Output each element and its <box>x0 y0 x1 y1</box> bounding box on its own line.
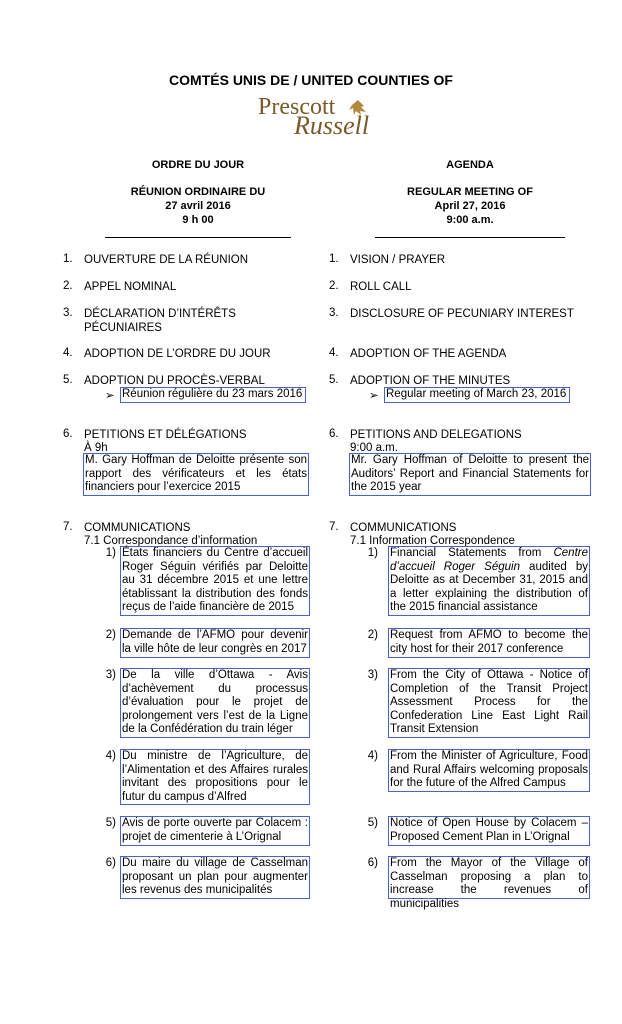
fr-item-4-title: ADOPTION DE L’ORDRE DU JOUR <box>84 348 271 360</box>
fr-item-3-line-2: PÉCUNIAIRES <box>84 322 162 334</box>
en-header-rule <box>375 237 565 238</box>
en-corr-2-link[interactable]: Request from AFMO to become the city host for their 2017 conference <box>388 628 590 658</box>
fr-item-7-number: 7. <box>63 521 73 533</box>
en-corr-1-text-a: Financial Statements from <box>390 547 554 559</box>
fr-corr-3-link[interactable]: De la ville d’Ottawa - Avis d’achèvement du processus d’évaluation pour le projet de prolongement vers l’est de la Ligne de la Confédération du train léger <box>120 668 310 738</box>
fr-corr-4-number: 4) <box>105 750 116 762</box>
svg-text:Prescott: Prescott <box>258 94 336 120</box>
fr-item-2-title: APPEL NOMINAL <box>84 281 177 293</box>
en-item-1-number: 1. <box>329 253 339 265</box>
fr-item-1-number: 1. <box>63 253 73 265</box>
fr-item-5-number: 5. <box>63 374 73 386</box>
en-header-time: 9:00 a.m. <box>446 214 494 226</box>
fr-item-6-number: 6. <box>63 428 73 440</box>
fr-header-rule <box>105 237 291 238</box>
en-item-2-number: 2. <box>329 280 339 292</box>
en-minutes-link[interactable]: Regular meeting of March 23, 2016 <box>384 387 570 403</box>
en-corr-5-number: 5) <box>367 817 378 829</box>
en-corr-3-link[interactable]: From the City of Ottawa - Notice of Completion of the Transit Project Assessment Process for the Confederation Line East Light Rail Transit Extension <box>388 668 590 738</box>
en-corr-4-number: 4) <box>367 750 378 762</box>
en-item-7-number: 7. <box>329 521 339 533</box>
en-header <box>375 158 565 227</box>
arrow-bullet-icon: ➢ <box>105 390 115 402</box>
fr-item-2-number: 2. <box>63 280 73 292</box>
en-corr-4-link[interactable]: From the Minister of Agriculture, Food and Rural Affairs welcoming proposals for the future of the Alfred Campus <box>388 749 590 792</box>
en-item-7-title: COMMUNICATIONS <box>350 522 457 534</box>
en-header-agenda: AGENDA <box>446 159 494 171</box>
en-header-meeting: REGULAR MEETING OF <box>407 186 533 198</box>
fr-item-5-title: ADOPTION DU PROCÈS-VERBAL <box>84 375 265 387</box>
en-delegation-link[interactable]: Mr. Gary Hoffman of Deloitte to present the Auditors’ Report and Financial Statements for the 2015 year <box>349 453 591 496</box>
fr-item-3-title <box>84 307 236 335</box>
en-item-6-time: 9:00 a.m. <box>350 442 398 454</box>
fr-item-4-number: 4. <box>63 347 73 359</box>
en-item-3-number: 3. <box>329 307 339 319</box>
en-corr-6-number: 6) <box>367 857 378 869</box>
fr-corr-1-number: 1) <box>105 547 116 559</box>
fr-corr-5-number: 5) <box>105 817 116 829</box>
en-item-1-title: VISION / PRAYER <box>350 254 446 266</box>
en-corr-1-text-b: audited by Deloitte as at December 31, 2015 and a letter explaining the distribution of the 2015 financial assistance <box>390 560 588 613</box>
fr-item-1-title: OUVERTURE DE LA RÉUNION <box>84 254 249 266</box>
en-item-2-title: ROLL CALL <box>350 281 412 293</box>
fr-header-agenda: ORDRE DU JOUR <box>151 159 245 171</box>
fr-header-meeting: RÉUNION ORDINAIRE DU <box>130 186 266 198</box>
svg-text:Russell: Russell <box>294 111 370 138</box>
fr-item-3-number: 3. <box>63 307 73 319</box>
fr-item-7-1-title: 7.1 Correspondance d’information <box>84 535 258 547</box>
fr-corr-4-link[interactable]: Du ministre de l’Agriculture, de l’Alimentation et des Affaires rurales invitant des propositions pour le futur du campus d’Alfred <box>120 749 310 805</box>
fr-corr-6-number: 6) <box>105 857 116 869</box>
fr-item-6-time: À 9h <box>84 442 108 454</box>
arrow-bullet-icon: ➢ <box>369 390 379 402</box>
en-item-7-1-title: 7.1 Information Correspondence <box>350 535 515 547</box>
fr-corr-2-link[interactable]: Demande de l’AFMO pour devenir la ville hôte de leur congrès en 2017 <box>120 628 310 658</box>
en-corr-6-link[interactable]: From the Mayor of the Village of Casselman proposing a plan to increase the revenues of municipalities <box>390 857 588 910</box>
en-corr-1-link[interactable] <box>388 546 590 616</box>
fr-header <box>105 158 291 227</box>
fr-corr-3-number: 3) <box>105 669 116 681</box>
en-item-6-number: 6. <box>329 428 339 440</box>
en-item-4-title: ADOPTION OF THE AGENDA <box>350 348 507 360</box>
en-corr-2-number: 2) <box>367 629 378 641</box>
fr-header-date: 27 avril 2016 <box>165 200 231 212</box>
fr-corr-2-number: 2) <box>105 629 116 641</box>
fr-minutes-link[interactable]: Réunion régulière du 23 mars 2016 <box>120 387 306 403</box>
prescott-russell-logo <box>250 92 400 138</box>
en-item-5-title: ADOPTION OF THE MINUTES <box>350 375 511 387</box>
fr-item-7-title: COMMUNICATIONS <box>84 522 191 534</box>
fr-corr-6-link[interactable]: Du maire du village de Casselman proposant un plan pour augmenter les revenus des municipalités <box>120 856 310 899</box>
en-item-6-title: PETITIONS AND DELEGATIONS <box>350 429 522 441</box>
fr-corr-5-link[interactable]: Avis de porte ouverte par Colacem : projet de cimenterie à L’Orignal <box>120 816 310 846</box>
en-header-date: April 27, 2016 <box>434 200 506 212</box>
en-corr-1-number: 1) <box>367 547 378 559</box>
en-item-4-number: 4. <box>329 347 339 359</box>
en-corr-3-number: 3) <box>367 669 378 681</box>
fr-corr-1-link[interactable]: États financiers du Centre d’accueil Roger Séguin vérifiés par Deloitte au 31 décembre 2015 et une lettre établissant la distribution des fonds reçus de l’aide financière de 2015 <box>120 546 310 616</box>
document-title: COMTÉS UNIS DE / UNITED COUNTIES OF <box>169 72 453 88</box>
fr-delegation-link[interactable]: M. Gary Hoffman de Deloitte présente son rapport des vérificateurs et les états financiers pour l’exercice 2015 <box>83 453 309 496</box>
en-item-3-title: DISCLOSURE OF PECUNIARY INTEREST <box>350 308 574 320</box>
fr-header-time: 9 h 00 <box>182 214 214 226</box>
en-item-5-number: 5. <box>329 374 339 386</box>
fr-item-3-line-1: DÉCLARATION D’INTÉRÊTS <box>84 308 236 320</box>
fr-item-6-title: PETITIONS ET DÉLÉGATIONS <box>84 429 247 441</box>
en-corr-5-link[interactable]: Notice of Open House by Colacem – Proposed Cement Plan in L’Orignal <box>388 816 590 846</box>
en-corr-1-text-em: Centre d’accueil Roger Séguin <box>390 547 588 573</box>
